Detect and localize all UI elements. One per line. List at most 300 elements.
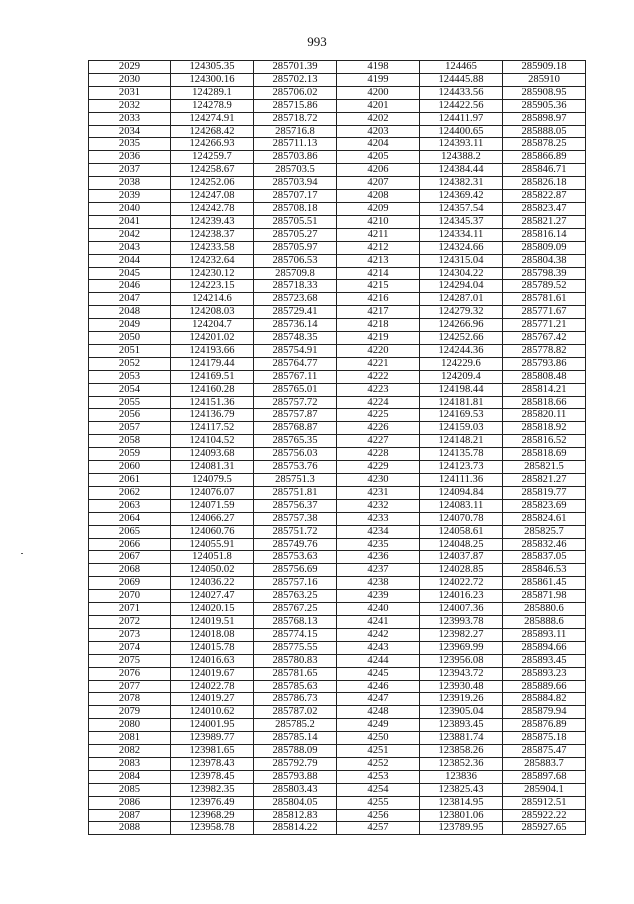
point-number-cell: 4237 <box>337 564 420 577</box>
x-coordinate-cell: 124244.36 <box>420 344 503 357</box>
x-coordinate-cell: 124433.56 <box>420 86 503 99</box>
point-number-cell: 2060 <box>89 461 171 474</box>
x-coordinate-cell: 124058.61 <box>420 525 503 538</box>
y-coordinate-cell: 285821.27 <box>503 474 586 487</box>
point-number-cell: 4221 <box>337 357 420 370</box>
y-coordinate-cell: 285898.97 <box>503 112 586 125</box>
table-row <box>89 628 586 641</box>
y-coordinate-cell: 285818.92 <box>503 422 586 435</box>
x-coordinate-cell: 124071.59 <box>171 499 254 512</box>
x-coordinate-cell: 124369.42 <box>420 190 503 203</box>
table-row <box>89 151 586 164</box>
x-coordinate-cell: 124393.11 <box>420 138 503 151</box>
y-coordinate-cell: 285716.8 <box>254 125 337 138</box>
point-number-cell: 2050 <box>89 332 171 345</box>
y-coordinate-cell: 285701.39 <box>254 61 337 74</box>
x-coordinate-cell: 123814.95 <box>420 796 503 809</box>
point-number-cell: 4203 <box>337 125 420 138</box>
x-coordinate-cell: 124382.31 <box>420 177 503 190</box>
point-number-cell: 4244 <box>337 654 420 667</box>
point-number-cell: 4222 <box>337 370 420 383</box>
table-row <box>89 783 586 796</box>
x-coordinate-cell: 124230.12 <box>171 267 254 280</box>
point-number-cell: 4227 <box>337 435 420 448</box>
x-coordinate-cell: 124019.51 <box>171 615 254 628</box>
x-coordinate-cell: 124083.11 <box>420 499 503 512</box>
x-coordinate-cell: 124179.44 <box>171 357 254 370</box>
x-coordinate-cell: 124289.1 <box>171 86 254 99</box>
y-coordinate-cell: 285908.95 <box>503 86 586 99</box>
y-coordinate-cell: 285756.37 <box>254 499 337 512</box>
point-number-cell: 4214 <box>337 267 420 280</box>
point-number-cell: 2084 <box>89 770 171 783</box>
x-coordinate-cell: 123919.26 <box>420 693 503 706</box>
point-number-cell: 4207 <box>337 177 420 190</box>
y-coordinate-cell: 285771.67 <box>503 306 586 319</box>
table-row <box>89 370 586 383</box>
point-number-cell: 2082 <box>89 745 171 758</box>
point-number-cell: 4204 <box>337 138 420 151</box>
y-coordinate-cell: 285818.66 <box>503 396 586 409</box>
x-coordinate-cell: 124247.08 <box>171 190 254 203</box>
point-number-cell: 2049 <box>89 319 171 332</box>
point-number-cell: 2057 <box>89 422 171 435</box>
coordinates-table <box>88 60 586 835</box>
y-coordinate-cell: 285754.91 <box>254 344 337 357</box>
y-coordinate-cell: 285785.63 <box>254 680 337 693</box>
x-coordinate-cell: 123978.45 <box>171 770 254 783</box>
x-coordinate-cell: 124104.52 <box>171 435 254 448</box>
point-number-cell: 2034 <box>89 125 171 138</box>
y-coordinate-cell: 285788.09 <box>254 745 337 758</box>
point-number-cell: 2085 <box>89 783 171 796</box>
y-coordinate-cell: 285718.33 <box>254 280 337 293</box>
point-number-cell: 4200 <box>337 86 420 99</box>
x-coordinate-cell: 124037.87 <box>420 551 503 564</box>
y-coordinate-cell: 285764.77 <box>254 357 337 370</box>
x-coordinate-cell: 124050.02 <box>171 564 254 577</box>
y-coordinate-cell: 285846.71 <box>503 164 586 177</box>
y-coordinate-cell: 285878.25 <box>503 138 586 151</box>
point-number-cell: 4232 <box>337 499 420 512</box>
table-row <box>89 486 586 499</box>
x-coordinate-cell: 124123.73 <box>420 461 503 474</box>
point-number-cell: 2036 <box>89 151 171 164</box>
y-coordinate-cell: 285751.72 <box>254 525 337 538</box>
y-coordinate-cell: 285866.89 <box>503 151 586 164</box>
point-number-cell: 2062 <box>89 486 171 499</box>
x-coordinate-cell: 124018.08 <box>171 628 254 641</box>
point-number-cell: 4256 <box>337 809 420 822</box>
point-number-cell: 4251 <box>337 745 420 758</box>
point-number-cell: 4253 <box>337 770 420 783</box>
x-coordinate-cell: 123930.48 <box>420 680 503 693</box>
table-row <box>89 190 586 203</box>
point-number-cell: 4219 <box>337 332 420 345</box>
point-number-cell: 4213 <box>337 254 420 267</box>
x-coordinate-cell: 124279.32 <box>420 306 503 319</box>
x-coordinate-cell: 124422.56 <box>420 99 503 112</box>
y-coordinate-cell: 285905.36 <box>503 99 586 112</box>
table-row <box>89 667 586 680</box>
point-number-cell: 2052 <box>89 357 171 370</box>
table-row <box>89 641 586 654</box>
table-row <box>89 293 586 306</box>
table-row <box>89 615 586 628</box>
table-row <box>89 357 586 370</box>
table-row <box>89 241 586 254</box>
x-coordinate-cell: 124094.84 <box>420 486 503 499</box>
y-coordinate-cell: 285820.11 <box>503 409 586 422</box>
y-coordinate-cell: 285768.87 <box>254 422 337 435</box>
x-coordinate-cell: 124181.81 <box>420 396 503 409</box>
point-number-cell: 2074 <box>89 641 171 654</box>
y-coordinate-cell: 285814.22 <box>254 822 337 835</box>
point-number-cell: 4235 <box>337 538 420 551</box>
y-coordinate-cell: 285718.72 <box>254 112 337 125</box>
y-coordinate-cell: 285809.09 <box>503 241 586 254</box>
table-row <box>89 280 586 293</box>
point-number-cell: 4208 <box>337 190 420 203</box>
y-coordinate-cell: 285775.55 <box>254 641 337 654</box>
point-number-cell: 4217 <box>337 306 420 319</box>
table-row <box>89 332 586 345</box>
y-coordinate-cell: 285909.18 <box>503 61 586 74</box>
x-coordinate-cell: 123978.43 <box>171 757 254 770</box>
x-coordinate-cell: 123858.26 <box>420 745 503 758</box>
x-coordinate-cell: 123958.78 <box>171 822 254 835</box>
x-coordinate-cell: 124324.66 <box>420 241 503 254</box>
y-coordinate-cell: 285825.7 <box>503 525 586 538</box>
y-coordinate-cell: 285884.82 <box>503 693 586 706</box>
x-coordinate-cell: 124334.11 <box>420 228 503 241</box>
table-row <box>89 693 586 706</box>
x-coordinate-cell: 124208.03 <box>171 306 254 319</box>
y-coordinate-cell: 285703.5 <box>254 164 337 177</box>
table-row <box>89 177 586 190</box>
x-coordinate-cell: 124266.93 <box>171 138 254 151</box>
point-number-cell: 4243 <box>337 641 420 654</box>
x-coordinate-cell: 123836 <box>420 770 503 783</box>
point-number-cell: 2078 <box>89 693 171 706</box>
x-coordinate-cell: 123789.95 <box>420 822 503 835</box>
table-row <box>89 551 586 564</box>
point-number-cell: 4216 <box>337 293 420 306</box>
table-row <box>89 435 586 448</box>
x-coordinate-cell: 124027.47 <box>171 590 254 603</box>
point-number-cell: 2043 <box>89 241 171 254</box>
point-number-cell: 2064 <box>89 512 171 525</box>
point-number-cell: 2041 <box>89 215 171 228</box>
x-coordinate-cell: 124400.65 <box>420 125 503 138</box>
page-number: 993 <box>307 34 327 49</box>
y-coordinate-cell: 285749.76 <box>254 538 337 551</box>
point-number-cell: 4202 <box>337 112 420 125</box>
y-coordinate-cell: 285711.13 <box>254 138 337 151</box>
y-coordinate-cell: 285780.83 <box>254 654 337 667</box>
y-coordinate-cell: 285756.69 <box>254 564 337 577</box>
x-coordinate-cell: 124229.6 <box>420 357 503 370</box>
point-number-cell: 2069 <box>89 577 171 590</box>
x-coordinate-cell: 124136.79 <box>171 409 254 422</box>
table-row <box>89 396 586 409</box>
table-row <box>89 344 586 357</box>
point-number-cell: 4236 <box>337 551 420 564</box>
x-coordinate-cell: 124135.78 <box>420 448 503 461</box>
y-coordinate-cell: 285893.45 <box>503 654 586 667</box>
table-row <box>89 732 586 745</box>
point-number-cell: 2038 <box>89 177 171 190</box>
point-number-cell: 4226 <box>337 422 420 435</box>
table-row <box>89 138 586 151</box>
table-row <box>89 461 586 474</box>
point-number-cell: 4225 <box>337 409 420 422</box>
y-coordinate-cell: 285736.14 <box>254 319 337 332</box>
point-number-cell: 2053 <box>89 370 171 383</box>
point-number-cell: 4220 <box>337 344 420 357</box>
table-row <box>89 512 586 525</box>
x-coordinate-cell: 124384.44 <box>420 164 503 177</box>
y-coordinate-cell: 285875.47 <box>503 745 586 758</box>
point-number-cell: 4241 <box>337 615 420 628</box>
point-number-cell: 2055 <box>89 396 171 409</box>
table-row <box>89 590 586 603</box>
x-coordinate-cell: 124268.42 <box>171 125 254 138</box>
point-number-cell: 2033 <box>89 112 171 125</box>
y-coordinate-cell: 285781.61 <box>503 293 586 306</box>
y-coordinate-cell: 285768.13 <box>254 615 337 628</box>
table-row <box>89 654 586 667</box>
y-coordinate-cell: 285893.11 <box>503 628 586 641</box>
x-coordinate-cell: 124019.67 <box>171 667 254 680</box>
x-coordinate-cell: 124079.5 <box>171 474 254 487</box>
point-number-cell: 2046 <box>89 280 171 293</box>
x-coordinate-cell: 123852.36 <box>420 757 503 770</box>
y-coordinate-cell: 285707.17 <box>254 190 337 203</box>
point-number-cell: 2087 <box>89 809 171 822</box>
coordinates-table-body <box>89 61 586 835</box>
x-coordinate-cell: 124294.04 <box>420 280 503 293</box>
point-number-cell: 2047 <box>89 293 171 306</box>
point-number-cell: 2037 <box>89 164 171 177</box>
y-coordinate-cell: 285757.72 <box>254 396 337 409</box>
point-number-cell: 4210 <box>337 215 420 228</box>
point-number-cell: 4211 <box>337 228 420 241</box>
y-coordinate-cell: 285927.65 <box>503 822 586 835</box>
y-coordinate-cell: 285729.41 <box>254 306 337 319</box>
x-coordinate-cell: 124209.4 <box>420 370 503 383</box>
point-number-cell: 2048 <box>89 306 171 319</box>
y-coordinate-cell: 285706.53 <box>254 254 337 267</box>
point-number-cell: 4229 <box>337 461 420 474</box>
table-row <box>89 448 586 461</box>
x-coordinate-cell: 124001.95 <box>171 719 254 732</box>
x-coordinate-cell: 124055.91 <box>171 538 254 551</box>
x-coordinate-cell: 124287.01 <box>420 293 503 306</box>
y-coordinate-cell: 285889.66 <box>503 680 586 693</box>
table-row <box>89 680 586 693</box>
point-number-cell: 4245 <box>337 667 420 680</box>
x-coordinate-cell: 124066.27 <box>171 512 254 525</box>
table-row <box>89 809 586 822</box>
y-coordinate-cell: 285876.89 <box>503 719 586 732</box>
point-number-cell: 4223 <box>337 383 420 396</box>
point-number-cell: 2051 <box>89 344 171 357</box>
y-coordinate-cell: 285804.05 <box>254 796 337 809</box>
x-coordinate-cell: 124169.51 <box>171 370 254 383</box>
table-row <box>89 215 586 228</box>
x-coordinate-cell: 124159.03 <box>420 422 503 435</box>
point-number-cell: 2088 <box>89 822 171 835</box>
y-coordinate-cell: 285767.11 <box>254 370 337 383</box>
y-coordinate-cell: 285753.63 <box>254 551 337 564</box>
y-coordinate-cell: 285821.5 <box>503 461 586 474</box>
point-number-cell: 2035 <box>89 138 171 151</box>
x-coordinate-cell: 124315.04 <box>420 254 503 267</box>
table-row <box>89 112 586 125</box>
y-coordinate-cell: 285785.14 <box>254 732 337 745</box>
table-row <box>89 409 586 422</box>
y-coordinate-cell: 285822.87 <box>503 190 586 203</box>
x-coordinate-cell: 124201.02 <box>171 332 254 345</box>
y-coordinate-cell: 285753.76 <box>254 461 337 474</box>
table-row <box>89 796 586 809</box>
x-coordinate-cell: 124278.9 <box>171 99 254 112</box>
y-coordinate-cell: 285723.68 <box>254 293 337 306</box>
table-row <box>89 564 586 577</box>
x-coordinate-cell: 123801.06 <box>420 809 503 822</box>
y-coordinate-cell: 285774.15 <box>254 628 337 641</box>
table-row <box>89 538 586 551</box>
table-row <box>89 86 586 99</box>
x-coordinate-cell: 124022.72 <box>420 577 503 590</box>
y-coordinate-cell: 285702.13 <box>254 73 337 86</box>
point-number-cell: 2044 <box>89 254 171 267</box>
x-coordinate-cell: 124198.44 <box>420 383 503 396</box>
x-coordinate-cell: 124239.43 <box>171 215 254 228</box>
table-row <box>89 202 586 215</box>
x-coordinate-cell: 123993.78 <box>420 615 503 628</box>
point-number-cell: 4254 <box>337 783 420 796</box>
x-coordinate-cell: 123989.77 <box>171 732 254 745</box>
y-coordinate-cell: 285781.65 <box>254 667 337 680</box>
x-coordinate-cell: 124252.66 <box>420 332 503 345</box>
point-number-cell: 4239 <box>337 590 420 603</box>
table-row <box>89 61 586 74</box>
point-number-cell: 2056 <box>89 409 171 422</box>
y-coordinate-cell: 285785.2 <box>254 719 337 732</box>
point-number-cell: 4248 <box>337 706 420 719</box>
y-coordinate-cell: 285787.02 <box>254 706 337 719</box>
x-coordinate-cell: 124223.15 <box>171 280 254 293</box>
y-coordinate-cell: 285893.23 <box>503 667 586 680</box>
x-coordinate-cell: 124111.36 <box>420 474 503 487</box>
point-number-cell: 4230 <box>337 474 420 487</box>
point-number-cell: 2070 <box>89 590 171 603</box>
x-coordinate-cell: 124010.62 <box>171 706 254 719</box>
point-number-cell: 4250 <box>337 732 420 745</box>
table-row <box>89 770 586 783</box>
point-number-cell: 2030 <box>89 73 171 86</box>
point-number-cell: 4198 <box>337 61 420 74</box>
x-coordinate-cell: 124274.91 <box>171 112 254 125</box>
point-number-cell: 2059 <box>89 448 171 461</box>
y-coordinate-cell: 285778.82 <box>503 344 586 357</box>
x-coordinate-cell: 123943.72 <box>420 667 503 680</box>
y-coordinate-cell: 285756.03 <box>254 448 337 461</box>
point-number-cell: 4242 <box>337 628 420 641</box>
x-coordinate-cell: 123893.45 <box>420 719 503 732</box>
point-number-cell: 4201 <box>337 99 420 112</box>
x-coordinate-cell: 123956.08 <box>420 654 503 667</box>
y-coordinate-cell: 285894.66 <box>503 641 586 654</box>
point-number-cell: 4246 <box>337 680 420 693</box>
y-coordinate-cell: 285897.68 <box>503 770 586 783</box>
y-coordinate-cell: 285880.6 <box>503 603 586 616</box>
y-coordinate-cell: 285837.05 <box>503 551 586 564</box>
x-coordinate-cell: 124252.06 <box>171 177 254 190</box>
point-number-cell: 4212 <box>337 241 420 254</box>
y-coordinate-cell: 285765.01 <box>254 383 337 396</box>
x-coordinate-cell: 124015.78 <box>171 641 254 654</box>
y-coordinate-cell: 285757.87 <box>254 409 337 422</box>
y-coordinate-cell: 285757.16 <box>254 577 337 590</box>
table-row <box>89 499 586 512</box>
y-coordinate-cell: 285832.46 <box>503 538 586 551</box>
y-coordinate-cell: 285883.7 <box>503 757 586 770</box>
x-coordinate-cell: 124076.07 <box>171 486 254 499</box>
x-coordinate-cell: 123968.29 <box>171 809 254 822</box>
point-number-cell: 4206 <box>337 164 420 177</box>
point-number-cell: 2076 <box>89 667 171 680</box>
y-coordinate-cell: 285703.94 <box>254 177 337 190</box>
y-coordinate-cell: 285765.35 <box>254 435 337 448</box>
y-coordinate-cell: 285751.3 <box>254 474 337 487</box>
y-coordinate-cell: 285823.69 <box>503 499 586 512</box>
point-number-cell: 2032 <box>89 99 171 112</box>
scan-speck <box>21 553 23 554</box>
point-number-cell: 4199 <box>337 73 420 86</box>
x-coordinate-cell: 123982.27 <box>420 628 503 641</box>
y-coordinate-cell: 285789.52 <box>503 280 586 293</box>
y-coordinate-cell: 285816.52 <box>503 435 586 448</box>
y-coordinate-cell: 285706.02 <box>254 86 337 99</box>
x-coordinate-cell: 124051.8 <box>171 551 254 564</box>
y-coordinate-cell: 285703.86 <box>254 151 337 164</box>
x-coordinate-cell: 124193.66 <box>171 344 254 357</box>
point-number-cell: 2066 <box>89 538 171 551</box>
x-coordinate-cell: 124345.37 <box>420 215 503 228</box>
point-number-cell: 4249 <box>337 719 420 732</box>
y-coordinate-cell: 285812.83 <box>254 809 337 822</box>
point-number-cell: 2042 <box>89 228 171 241</box>
x-coordinate-cell: 124036.22 <box>171 577 254 590</box>
table-row <box>89 267 586 280</box>
x-coordinate-cell: 124028.85 <box>420 564 503 577</box>
table-row <box>89 306 586 319</box>
x-coordinate-cell: 124048.25 <box>420 538 503 551</box>
x-coordinate-cell: 124445.88 <box>420 73 503 86</box>
x-coordinate-cell: 124465 <box>420 61 503 74</box>
x-coordinate-cell: 124169.53 <box>420 409 503 422</box>
y-coordinate-cell: 285871.98 <box>503 590 586 603</box>
y-coordinate-cell: 285786.73 <box>254 693 337 706</box>
y-coordinate-cell: 285816.14 <box>503 228 586 241</box>
point-number-cell: 2039 <box>89 190 171 203</box>
y-coordinate-cell: 285763.25 <box>254 590 337 603</box>
point-number-cell: 2071 <box>89 603 171 616</box>
y-coordinate-cell: 285748.35 <box>254 332 337 345</box>
